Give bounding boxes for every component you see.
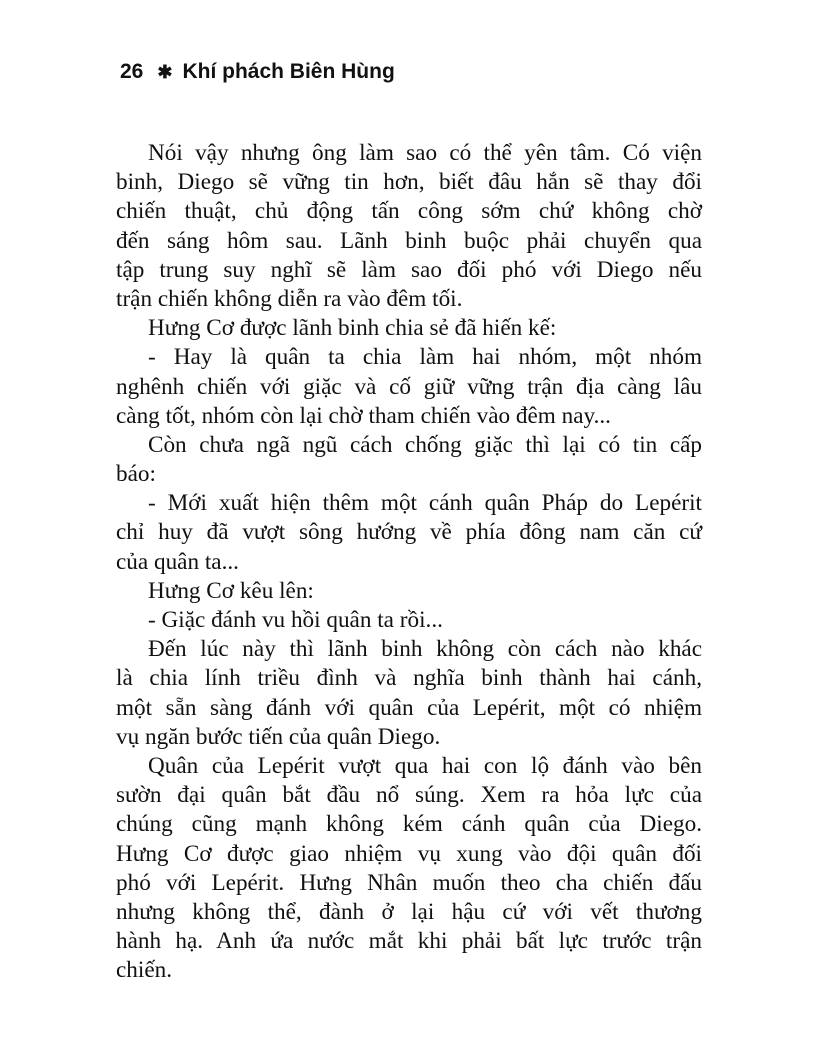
body-text bbox=[116, 139, 702, 985]
text-line: phó với Lepérit. Hưng Nhân muốn theo cha chiến đấu bbox=[116, 869, 702, 896]
text-line: trận chiến không diễn ra vào đêm tối. bbox=[116, 285, 463, 312]
text-line: là chia lính triều đình và nghĩa binh thành hai cánh, bbox=[116, 665, 702, 692]
text-line: binh, Diego sẽ vững tin hơn, biết đâu hắn sẽ thay đổi bbox=[116, 169, 702, 196]
text-line: của quân ta... bbox=[116, 548, 239, 575]
book-title: Khí phách Biên Hùng bbox=[182, 60, 395, 83]
text-line: Quân của Lepérit vượt qua hai con lộ đánh vào bên bbox=[148, 752, 702, 779]
text-line: chỉ huy đã vượt sông hướng về phía đông nam căn cứ bbox=[116, 519, 702, 546]
text-line: sườn đại quân bắt đầu nổ súng. Xem ra hỏa lực của bbox=[116, 782, 702, 809]
running-header bbox=[120, 60, 395, 84]
text-line: - Hay là quân ta chia làm hai nhóm, một nhóm bbox=[148, 344, 702, 371]
star-separator-icon: ✱ bbox=[157, 62, 173, 82]
text-line: chiến. bbox=[116, 957, 173, 984]
page-number: 26 bbox=[120, 60, 144, 83]
text-line: càng tốt, nhóm còn lại chờ tham chiến vào đêm nay... bbox=[116, 402, 611, 429]
text-line: Đến lúc này thì lãnh binh không còn cách nào khác bbox=[148, 636, 702, 663]
text-line: - Mới xuất hiện thêm một cánh quân Pháp do Lepérit bbox=[148, 490, 702, 517]
text-line: Hưng Cơ được lãnh binh chia sẻ đã hiến kế: bbox=[148, 315, 557, 342]
text-line: hành hạ. Anh ứa nước mắt khi phải bất lực trước trận bbox=[116, 928, 702, 955]
text-line: Nói vậy nhưng ông làm sao có thể yên tâm. Có viện bbox=[148, 140, 702, 166]
text-line: nhưng không thể, đành ở lại hậu cứ với vết thương bbox=[116, 898, 702, 925]
text-line: một sẵn sàng đánh với quân của Lepérit, một có nhiệm bbox=[116, 694, 702, 721]
text-line: Hưng Cơ được giao nhiệm vụ xung vào đội quân đối bbox=[116, 840, 702, 867]
text-line: vụ ngăn bước tiến của quân Diego. bbox=[116, 723, 441, 750]
text-line: báo: bbox=[116, 461, 156, 488]
text-line: chúng cũng mạnh không kém cánh quân của Diego. bbox=[116, 811, 702, 838]
text-line: tập trung suy nghĩ sẽ làm sao đối phó với Diego nếu bbox=[116, 256, 702, 283]
text-line: Hưng Cơ kêu lên: bbox=[148, 577, 314, 604]
text-line: - Giặc đánh vu hồi quân ta rồi... bbox=[148, 607, 443, 633]
text-line: đến sáng hôm sau. Lãnh binh buộc phải chuyển qua bbox=[116, 227, 702, 254]
text-line: nghênh chiến với giặc và cố giữ vững trận địa càng lâu bbox=[116, 373, 702, 400]
text-line: Còn chưa ngã ngũ cách chống giặc thì lại có tin cấp bbox=[148, 431, 702, 458]
text-line: chiến thuật, chủ động tấn công sớm chứ không chờ bbox=[116, 198, 702, 225]
